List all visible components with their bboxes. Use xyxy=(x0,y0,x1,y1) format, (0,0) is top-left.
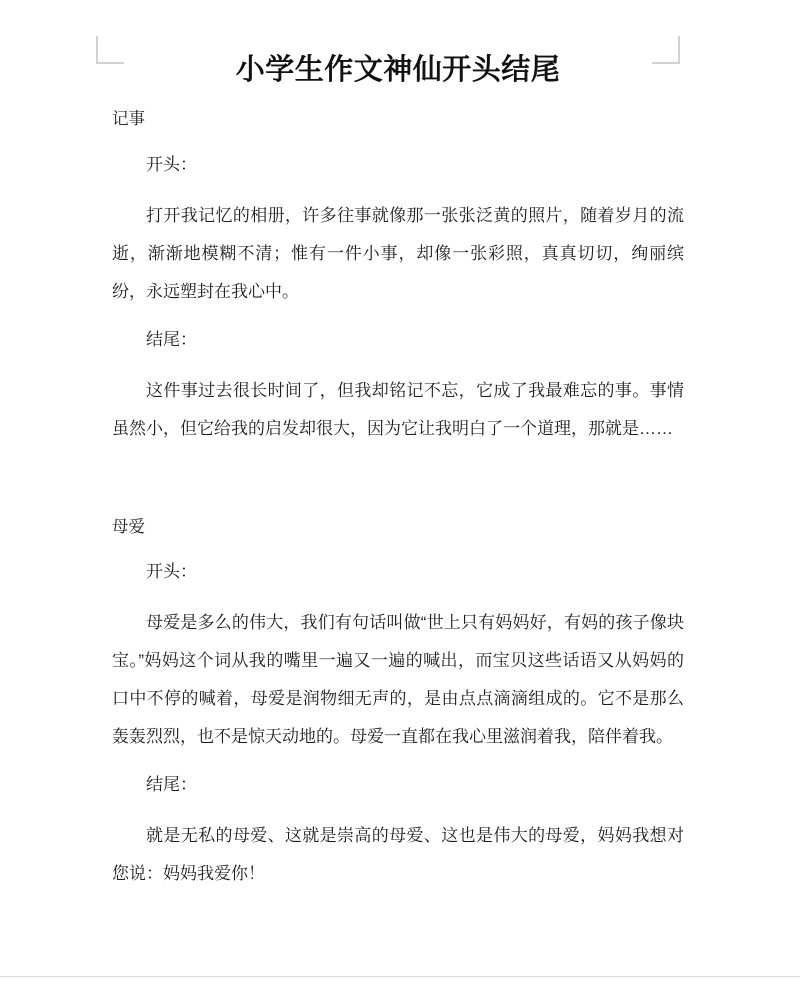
spacer xyxy=(112,128,684,156)
section-heading: 记事 xyxy=(112,110,145,129)
document-title: 小学生作文神仙开头结尾 xyxy=(235,54,561,86)
document-content xyxy=(112,0,684,893)
opening-paragraph: 母爱是多么的伟大，我们有句话叫做“世上只有妈妈好，有妈的孩子像块宝。”妈妈这个词从我的嘴里一遍又一遍的喊出，而宝贝这些话语又从妈妈的口中不停的喊着，母爱是润物细无声的，是由点点滴滴组成的。它不是那么轰轰烈烈，也不是惊天动地的。母爱一直都在我心里滋润着我，陪伴着我。 xyxy=(112,613,684,747)
opening-paragraph: 打开我记忆的相册，许多往事就像那一张张泛黄的照片，随着岁月的流逝，渐渐地模糊不清；惟有一件小事，却像一张彩照，真真切切，绚丽缤纷，永远塑封在我心中。 xyxy=(112,205,684,301)
spacer xyxy=(112,535,684,563)
opening-label: 开头： xyxy=(146,154,197,174)
section-muai xyxy=(112,519,684,894)
closing-paragraph: 这件事过去很长时间了，但我却铭记不忘，它成了我最难忘的事。事情虽然小，但它给我的启发却很大，因为它让我明白了一个道理，那就是…… xyxy=(112,380,684,438)
page-bottom-divider xyxy=(0,976,800,977)
spacer xyxy=(112,448,684,519)
spacer xyxy=(112,311,684,331)
spacer xyxy=(112,793,684,817)
section-jishi xyxy=(112,111,684,448)
spacer xyxy=(112,348,684,372)
closing-paragraph: 就是无私的母爱、这就是崇高的母爱、这也是伟大的母爱，妈妈我想对您说：妈妈我爱你！ xyxy=(112,826,684,884)
closing-label: 结尾： xyxy=(146,329,197,349)
spacer xyxy=(112,756,684,776)
opening-label: 开头： xyxy=(146,562,197,582)
spacer xyxy=(112,580,684,604)
spacer xyxy=(112,88,684,111)
closing-label: 结尾： xyxy=(146,775,197,795)
section-heading: 母爱 xyxy=(112,517,145,536)
spacer xyxy=(112,173,684,197)
